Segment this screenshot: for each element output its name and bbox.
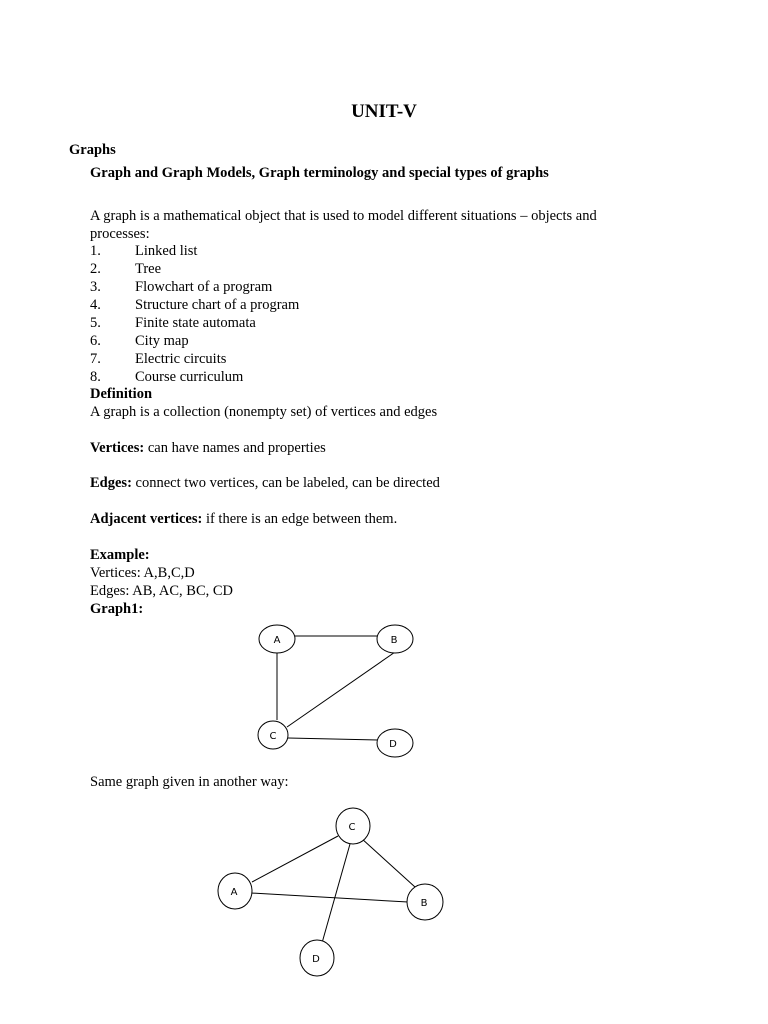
vertices-text: can have names and properties: [144, 440, 326, 456]
graph1-label: Graph1:: [90, 601, 144, 617]
svg-text:A: A: [273, 635, 281, 646]
same-graph-caption: Same graph given in another way:: [90, 774, 289, 790]
example-label: Example:: [90, 547, 150, 563]
graph2-node-B: [407, 884, 443, 920]
graph2-edge-AC: [252, 836, 338, 882]
intro-paragraph: A graph is a mathematical object that is used to model different situations – objects and processes:: [90, 208, 597, 242]
graph2-edge-CD: [322, 844, 350, 943]
example-edges: Edges: AB, AC, BC, CD: [90, 583, 234, 599]
graph2-node-A: [218, 873, 252, 909]
svg-text:D: D: [312, 954, 320, 965]
graph1-edge-CD: [288, 738, 378, 740]
definition-label: Definition: [90, 386, 153, 402]
graph2-node-D: [300, 940, 334, 976]
graph1-node-C: [258, 721, 288, 749]
graph2-diagram: [218, 808, 443, 976]
svg-text:C: C: [269, 731, 277, 742]
graph1-node-D: [377, 729, 413, 757]
svg-text:A: A: [230, 887, 238, 898]
example-vertices: Vertices: A,B,C,D: [90, 565, 195, 581]
edges-label: Edges:: [90, 475, 132, 491]
section-heading: Graphs: [69, 142, 116, 158]
definition-text: A graph is a collection (nonempty set) of vertices and edges: [90, 404, 438, 420]
graph1-node-A: [259, 625, 295, 653]
graph1-node-B: [377, 625, 413, 653]
svg-text:B: B: [390, 635, 398, 646]
graph2-node-C: [336, 808, 370, 844]
graph1-edge-BC: [287, 650, 398, 727]
svg-text:B: B: [420, 898, 428, 909]
vertices-label: Vertices:: [90, 440, 145, 456]
adjacent-label: Adjacent vertices:: [90, 511, 203, 527]
svg-text:D: D: [389, 739, 397, 750]
graph2-edge-CB: [361, 838, 415, 887]
edges-text: connect two vertices, can be labeled, can be directed: [131, 475, 440, 491]
subheading: Graph and Graph Models, Graph terminology and special types of graphs: [90, 165, 549, 181]
page-title: UNIT-V: [351, 101, 417, 122]
adjacent-text: if there is an edge between them.: [202, 511, 398, 527]
svg-text:C: C: [348, 822, 356, 833]
graph1-diagram: [258, 625, 413, 757]
graph2-edge-AB: [251, 893, 408, 902]
